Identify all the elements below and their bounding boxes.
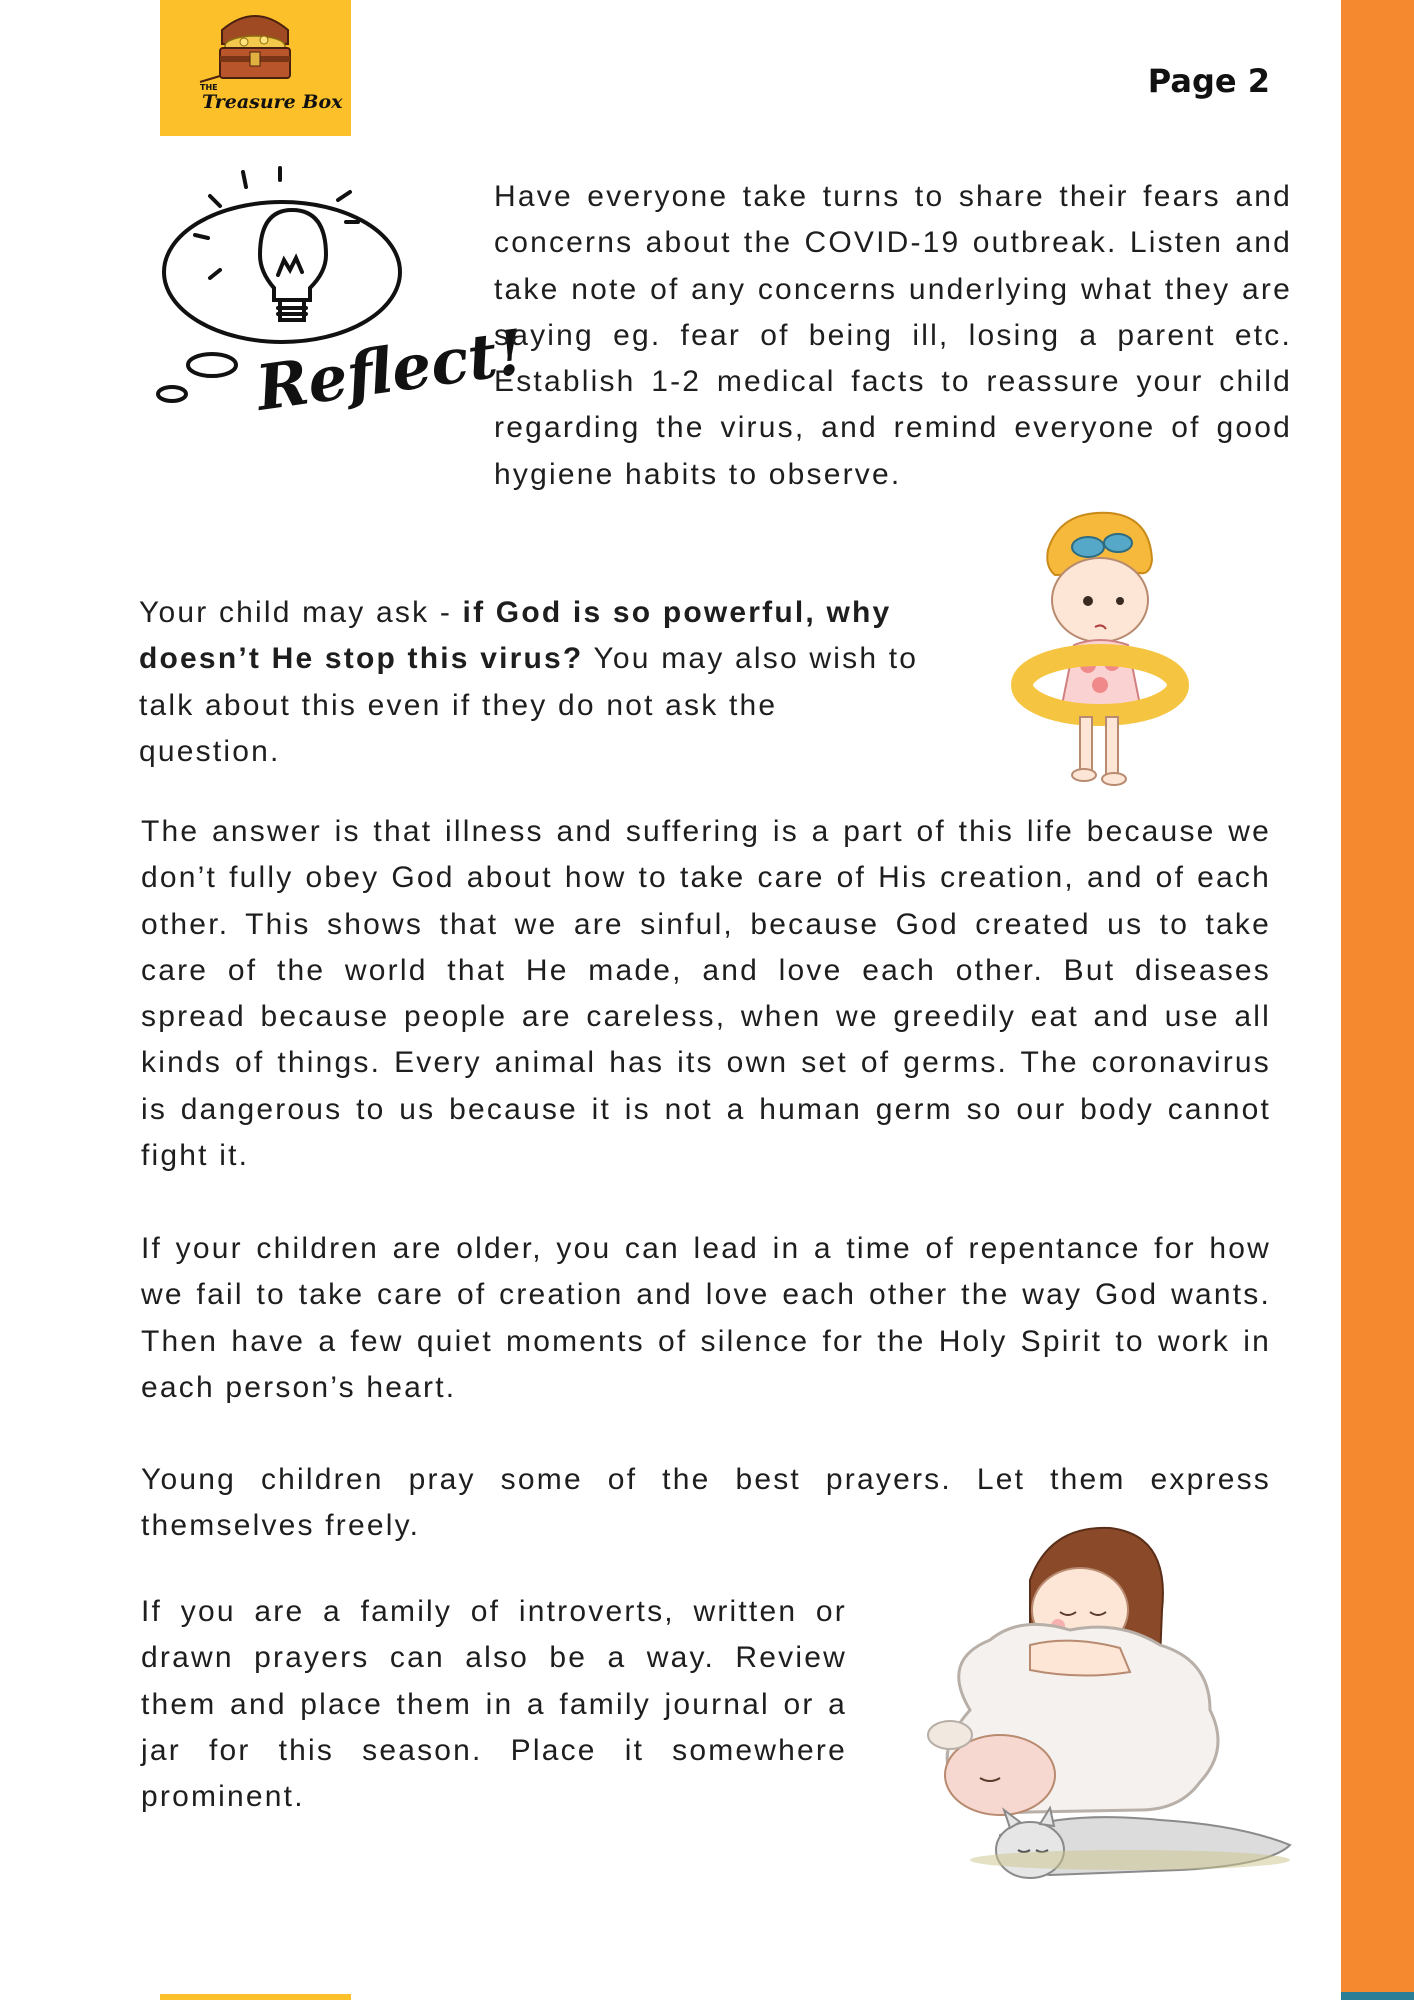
question-outro: You may also wish to talk about this even if they do not ask the question. <box>139 642 919 768</box>
logo-brand-line1: THE <box>200 83 218 92</box>
question-intro: Your child may ask - <box>139 596 463 629</box>
treasure-chest-icon <box>160 0 351 136</box>
lightbulb-thought-bubble-icon <box>150 160 529 440</box>
young-children-paragraph: Young children pray some of the best prayers. Let them express themselves freely. <box>141 1463 1271 1543</box>
older-children-paragraph: If your children are older, you can lead in a time of repentance for how we fail to take care of creation and love each other the way God wants. Then have a few quiet moments of silence for the Holy Spirit to work in each person’s heart. <box>141 1232 1271 1404</box>
swimmer-girl-illustration <box>1000 505 1200 790</box>
side-accent-bar <box>1341 0 1414 2000</box>
side-accent-bar-foot <box>1341 1992 1414 2000</box>
treasure-box-logo <box>160 0 351 136</box>
logo-brand-line2: Treasure Box <box>202 91 343 113</box>
reflect-art-label: Reflect! <box>251 315 529 425</box>
introverts-paragraph: If you are a family of introverts, written or drawn prayers can also be a way. Review them and place them in a family journal or a jar for this season. Place it somewhere prominent. <box>141 1595 847 1814</box>
reflect-paragraph: Have everyone take turns to share their fears and concerns about the COVID-19 outbreak. Listen and take note of any concerns underlying what they are saying eg. fear of being ill, losing a parent etc. Establish 1-2 medical facts to reassure your child regarding the virus, and remind everyone of good hygiene habits to observe. <box>494 180 1292 491</box>
question-paragraph <box>139 590 929 775</box>
answer-paragraph: The answer is that illness and suffering is a part of this life because we don’t fully obey God about how to take care of His creation, and of each other. This shows that we are sinful, because God created us to take care of the world that He made, and love each other. But diseases spread because people are careless, when we greedily eat and use all kinds of things. Every animal has its own set of germs. The coronavirus is dangerous to us because it is not a human germ so our body cannot fight it. <box>141 815 1271 1173</box>
page-number: Page 2 <box>1147 62 1270 100</box>
question-bold: if God is so powerful, why doesn’t He stop this virus? <box>139 596 892 676</box>
sleeping-girl-sheep-cat-illustration <box>880 1520 1310 1940</box>
logo-footer-strip <box>160 1994 351 2000</box>
